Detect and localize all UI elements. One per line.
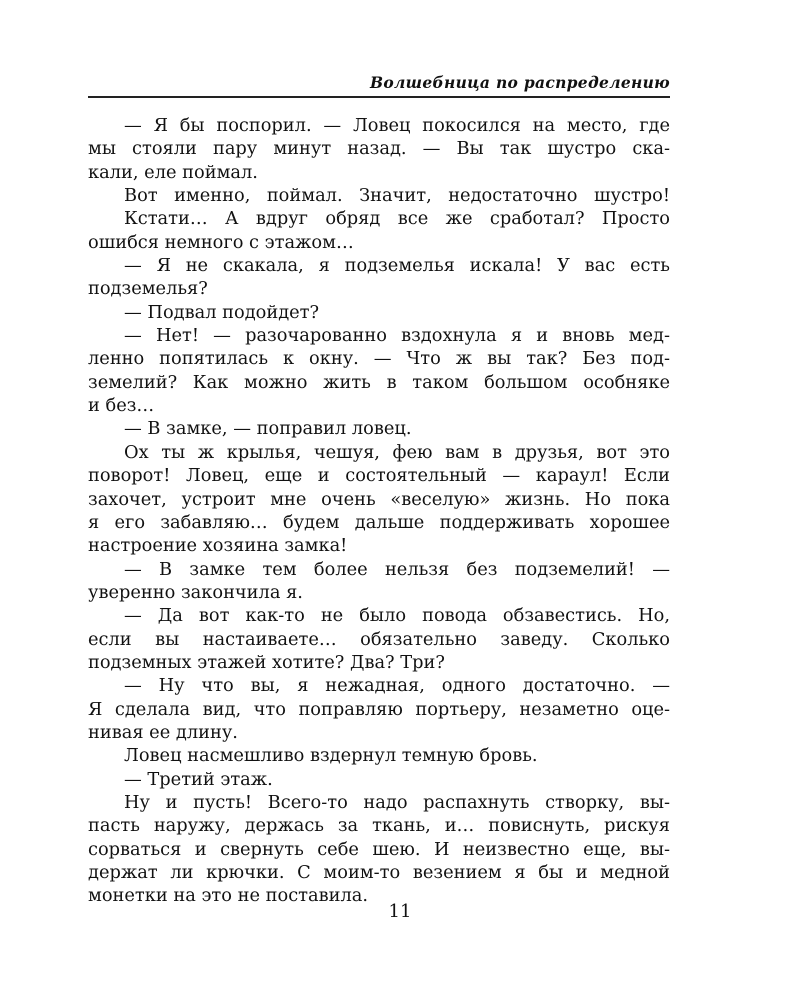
text-line: — В замке, — поправил ловец.	[124, 418, 412, 440]
text-line: — Я бы поспорил. — Ловец покосился на место, где	[124, 115, 670, 136]
text-line: — Третий этаж.	[124, 768, 273, 790]
running-header	[88, 72, 670, 98]
text-line: и без…	[88, 395, 155, 417]
text-line: — Я не скакала, я подземелья искала! У вас есть	[124, 255, 670, 277]
text-line: настроение хозяина замка!	[88, 535, 348, 557]
text-line: нивая ее длину.	[88, 721, 238, 743]
text-line: — Нет! — разочарованно вздохнула я и вновь мед-	[124, 325, 670, 347]
text-line: Ловец насмешливо вздернул темную бровь.	[124, 745, 538, 767]
text-line: сорваться и свернуть себе шею. И неизвестно еще, вы-	[88, 838, 670, 860]
text-line: Кстати… А вдруг обряд все же сработал? Просто	[124, 208, 670, 230]
text-line: Вот именно, поймал. Значит, недостаточно шустро!	[124, 185, 670, 207]
text-line: подземелья?	[88, 278, 208, 300]
text-line: если вы настаиваете… обязательно заведу. Сколько	[88, 628, 670, 650]
text-line: держат ли крючки. С моим-то везением я бы и медной	[88, 862, 670, 883]
text-line: кали, еле поймал.	[88, 161, 258, 183]
text-line: земелий? Как можно жить в таком большом особняке	[88, 371, 670, 393]
text-line: Ну и пусть! Всего-то надо распахнуть створку, вы-	[124, 791, 670, 813]
text-line: я его забавляю… будем дальше поддерживать хорошее	[88, 511, 670, 533]
text-line: ленно попятилась к окну. — Что ж вы так? Без под-	[88, 348, 670, 370]
running-header-title: Волшебница по распределению	[369, 73, 670, 92]
text-line: уверенно закончила я.	[88, 581, 303, 603]
text-line: поворот! Ловец, еще и состоятельный — караул! Если	[88, 465, 670, 487]
text-line: подземных этажей хотите? Два? Три?	[88, 651, 445, 673]
text-line: монетки на это не поставила.	[88, 885, 369, 907]
body-text	[88, 114, 670, 908]
text-line: Ох ты ж крылья, чешуя, фею вам в друзья, вот это	[124, 441, 670, 463]
text-line: пасть наружу, держась за ткань, и… повиснуть, рискуя	[88, 815, 670, 837]
text-line: ошибся немного с этажом…	[88, 231, 354, 253]
text-line: — Подвал подойдет?	[124, 301, 320, 323]
text-line: — В замке тем более нельзя без подземелий! —	[124, 558, 670, 580]
page-number: 11	[388, 901, 412, 922]
text-line: захочет, устроит мне очень «веселую» жизнь. Но пока	[88, 488, 670, 510]
text-line: — Ну что вы, я нежадная, одного достаточно. —	[124, 675, 670, 697]
text-line: — Да вот как-то не было повода обзавестись. Но,	[124, 605, 670, 627]
text-line: мы стояли пару минут назад. — Вы так шустро ска-	[88, 138, 670, 160]
text-line: Я сделала вид, что поправляю портьеру, незаметно оце-	[88, 698, 670, 720]
